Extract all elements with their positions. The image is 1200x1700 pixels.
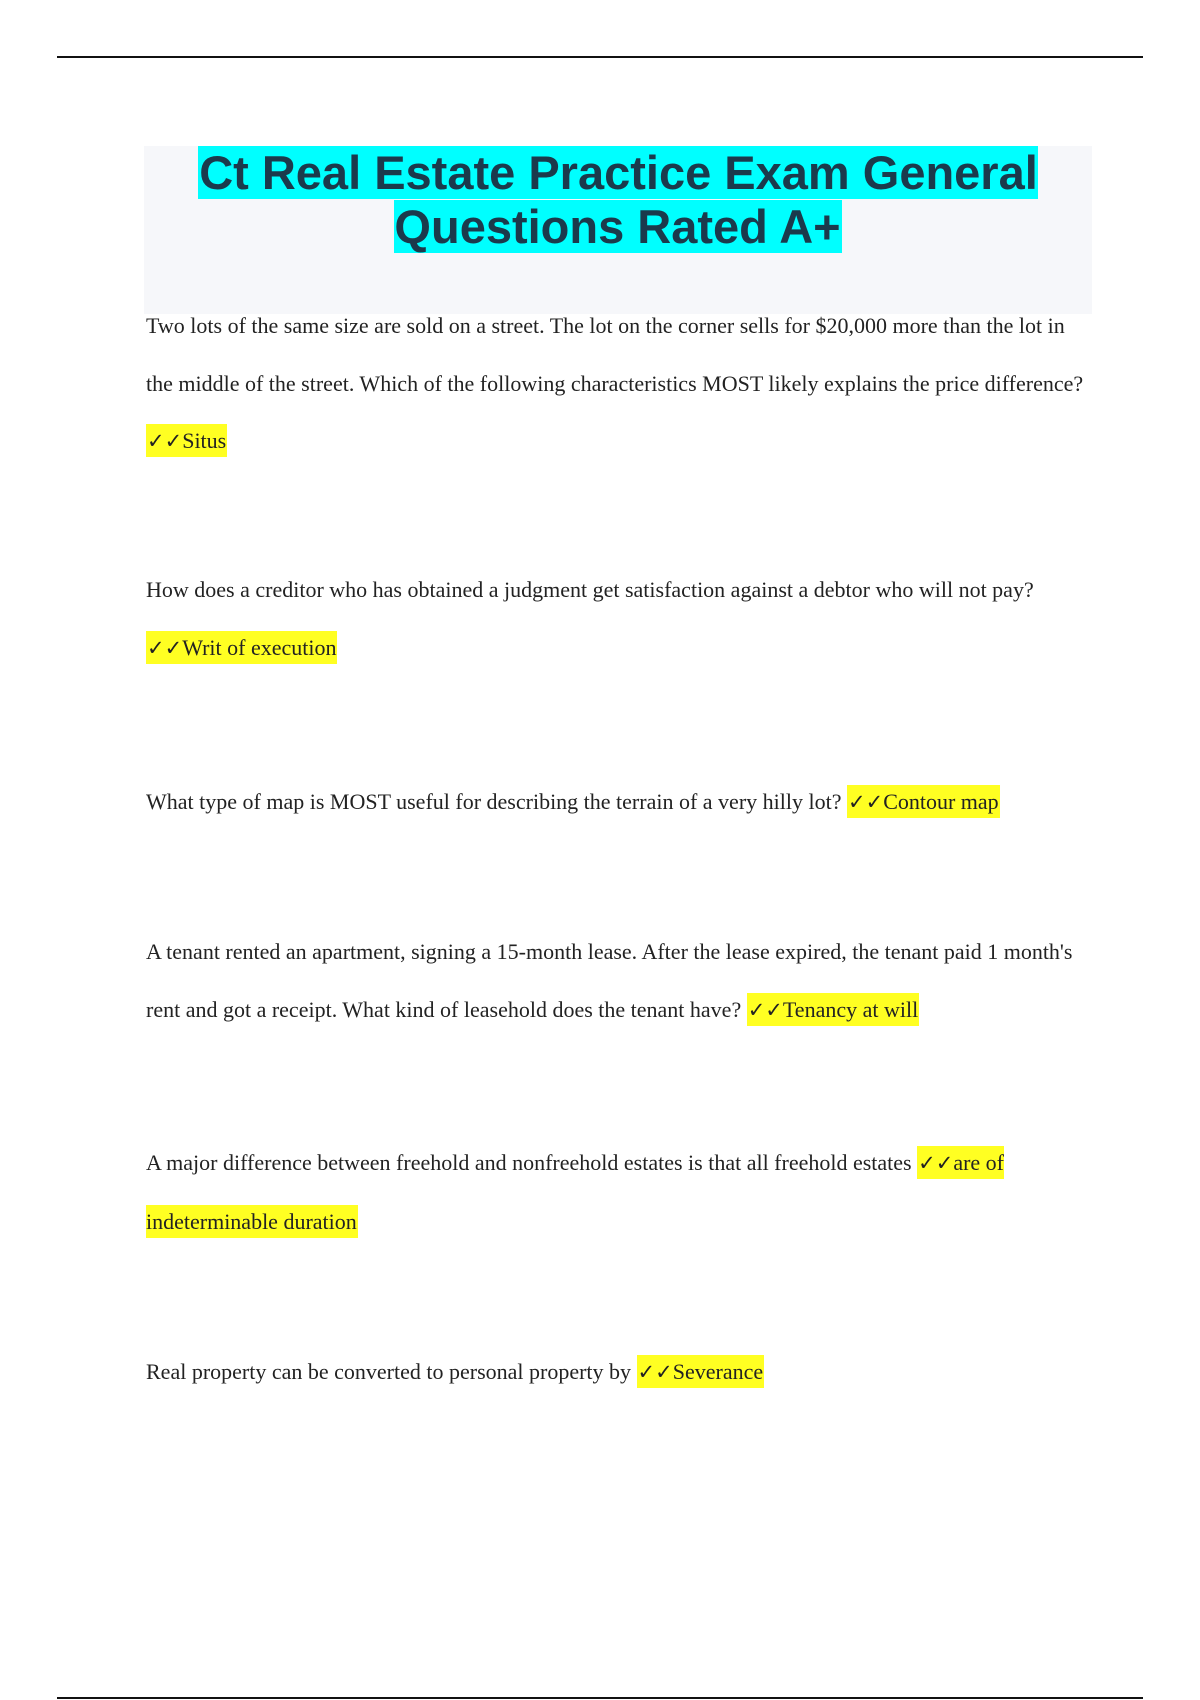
answer-text: Writ of execution bbox=[182, 634, 337, 660]
document-title bbox=[144, 146, 1092, 254]
question-item-2 bbox=[146, 561, 1096, 677]
double-check-icon: ✓✓ bbox=[747, 997, 783, 1022]
top-rule bbox=[57, 56, 1143, 58]
title-highlight: Ct Real Estate Practice Exam General Questions Rated A+ bbox=[199, 146, 1038, 253]
question-item-1 bbox=[146, 297, 1096, 471]
question-item-6 bbox=[146, 1343, 1096, 1402]
double-check-icon: ✓✓ bbox=[847, 790, 884, 814]
double-check-icon: ✓✓ bbox=[918, 1151, 954, 1175]
bottom-rule bbox=[57, 1697, 1143, 1699]
question-text: A tenant rented an apartment, signing a 15-month lease. After the lease expired, the tenant paid 1 month's rent and got a receipt. What kind of leasehold does the tenant have? bbox=[146, 939, 1073, 1022]
answer-highlight bbox=[146, 424, 227, 457]
answer-text: Severance bbox=[672, 1359, 764, 1384]
answer-highlight bbox=[637, 1355, 765, 1388]
title-block bbox=[144, 146, 1092, 314]
answer-text: Contour map bbox=[883, 789, 999, 814]
question-text: How does a creditor who has obtained a judgment get satisfaction against a debtor who will not pay? bbox=[146, 577, 1034, 602]
answer-highlight bbox=[747, 993, 920, 1026]
double-check-icon: ✓✓ bbox=[147, 429, 183, 453]
answer-text: Situs bbox=[182, 428, 227, 453]
double-check-icon: ✓✓ bbox=[637, 1360, 673, 1384]
double-check-icon: ✓✓ bbox=[147, 635, 183, 660]
question-item-3 bbox=[146, 773, 1096, 832]
question-text: A major difference between freehold and nonfreehold estates is that all freehold estates bbox=[146, 1150, 912, 1175]
question-text: Real property can be converted to personal property by bbox=[146, 1359, 632, 1384]
answer-highlight bbox=[146, 631, 337, 664]
answer-highlight bbox=[847, 785, 1000, 818]
question-text: What type of map is MOST useful for describing the terrain of a very hilly lot? bbox=[146, 789, 842, 814]
answer-text: are of indeterminable duration bbox=[146, 1150, 1005, 1234]
question-item-5 bbox=[146, 1134, 1096, 1250]
question-item-4 bbox=[146, 923, 1096, 1039]
question-text: Two lots of the same size are sold on a street. The lot on the corner sells for $20,000 more than the lot in the middle of the street. Which of the following characteristics MOST likely explains the price difference? bbox=[146, 313, 1084, 396]
answer-text: Tenancy at will bbox=[782, 996, 919, 1022]
